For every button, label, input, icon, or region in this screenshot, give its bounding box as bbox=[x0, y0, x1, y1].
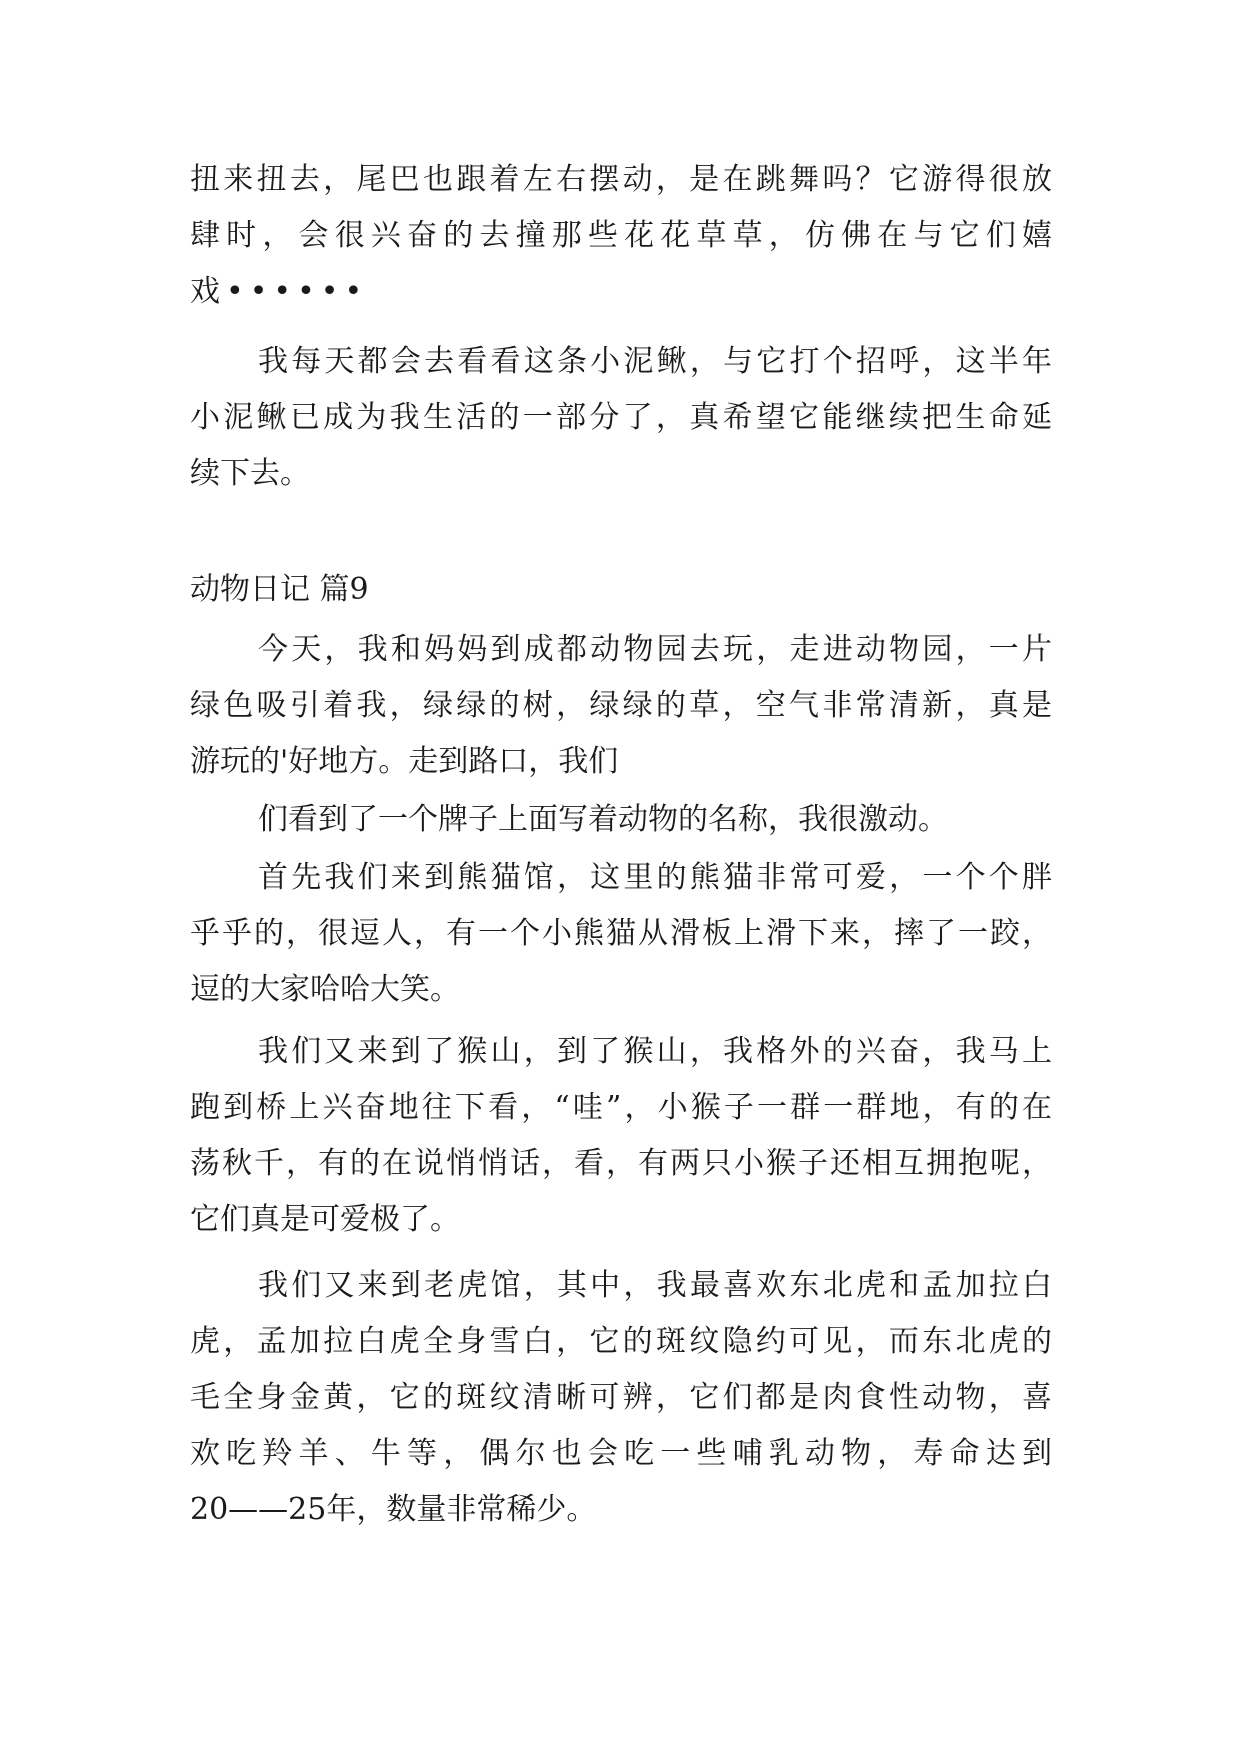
section-title: 动物日记 篇9 bbox=[190, 572, 369, 607]
paragraph-line: 们看到了一个牌子上面写着动物的名称，我很激动。 bbox=[258, 802, 948, 837]
paragraph-line: 我们又来到老虎馆，其中，我最喜欢东北虎和孟加拉白 bbox=[258, 1268, 1052, 1303]
paragraph-line: 20——25年，数量非常稀少。 bbox=[190, 1492, 597, 1527]
paragraph-line: 绿色吸引着我，绿绿的树，绿绿的草，空气非常清新，真是 bbox=[190, 688, 1052, 723]
paragraph-line: 我们又来到了猴山，到了猴山，我格外的兴奋，我马上 bbox=[258, 1034, 1052, 1069]
paragraph-line: 跑到桥上兴奋地往下看，“哇”，小猴子一群一群地，有的在 bbox=[190, 1090, 1052, 1125]
paragraph-line: 毛全身金黄，它的斑纹清晰可辨，它们都是肉食性动物，喜 bbox=[190, 1380, 1052, 1415]
paragraph-line: 我每天都会去看看这条小泥鳅，与它打个招呼，这半年 bbox=[258, 344, 1052, 379]
paragraph-line: 戏•••••• bbox=[190, 274, 369, 309]
paragraph-line: 续下去。 bbox=[190, 456, 310, 491]
paragraph-line: 逗的大家哈哈大笑。 bbox=[190, 972, 460, 1007]
paragraph-line: 今天，我和妈妈到成都动物园去玩，走进动物园，一片 bbox=[258, 632, 1052, 667]
paragraph-line: 小泥鳅已成为我生活的一部分了，真希望它能继续把生命延 bbox=[190, 400, 1052, 435]
paragraph-line: 扭来扭去，尾巴也跟着左右摆动，是在跳舞吗？它游得很放 bbox=[190, 162, 1052, 197]
paragraph-line: 首先我们来到熊猫馆，这里的熊猫非常可爱，一个个胖 bbox=[258, 860, 1052, 895]
paragraph-line: 虎，孟加拉白虎全身雪白，它的斑纹隐约可见，而东北虎的 bbox=[190, 1324, 1052, 1359]
paragraph-line: 荡秋千，有的在说悄悄话，看，有两只小猴子还相互拥抱呢， bbox=[190, 1146, 1052, 1181]
paragraph-line: 它们真是可爱极了。 bbox=[190, 1202, 460, 1237]
paragraph-line: 游玩的'好地方。走到路口，我们 bbox=[190, 744, 619, 779]
paragraph-line: 欢吃羚羊、牛等，偶尔也会吃一些哺乳动物，寿命达到 bbox=[190, 1436, 1052, 1471]
paragraph-line: 乎乎的，很逗人，有一个小熊猫从滑板上滑下来，摔了一跤， bbox=[190, 916, 1052, 951]
paragraph-line: 肆时，会很兴奋的去撞那些花花草草，仿佛在与它们嬉 bbox=[190, 218, 1052, 253]
